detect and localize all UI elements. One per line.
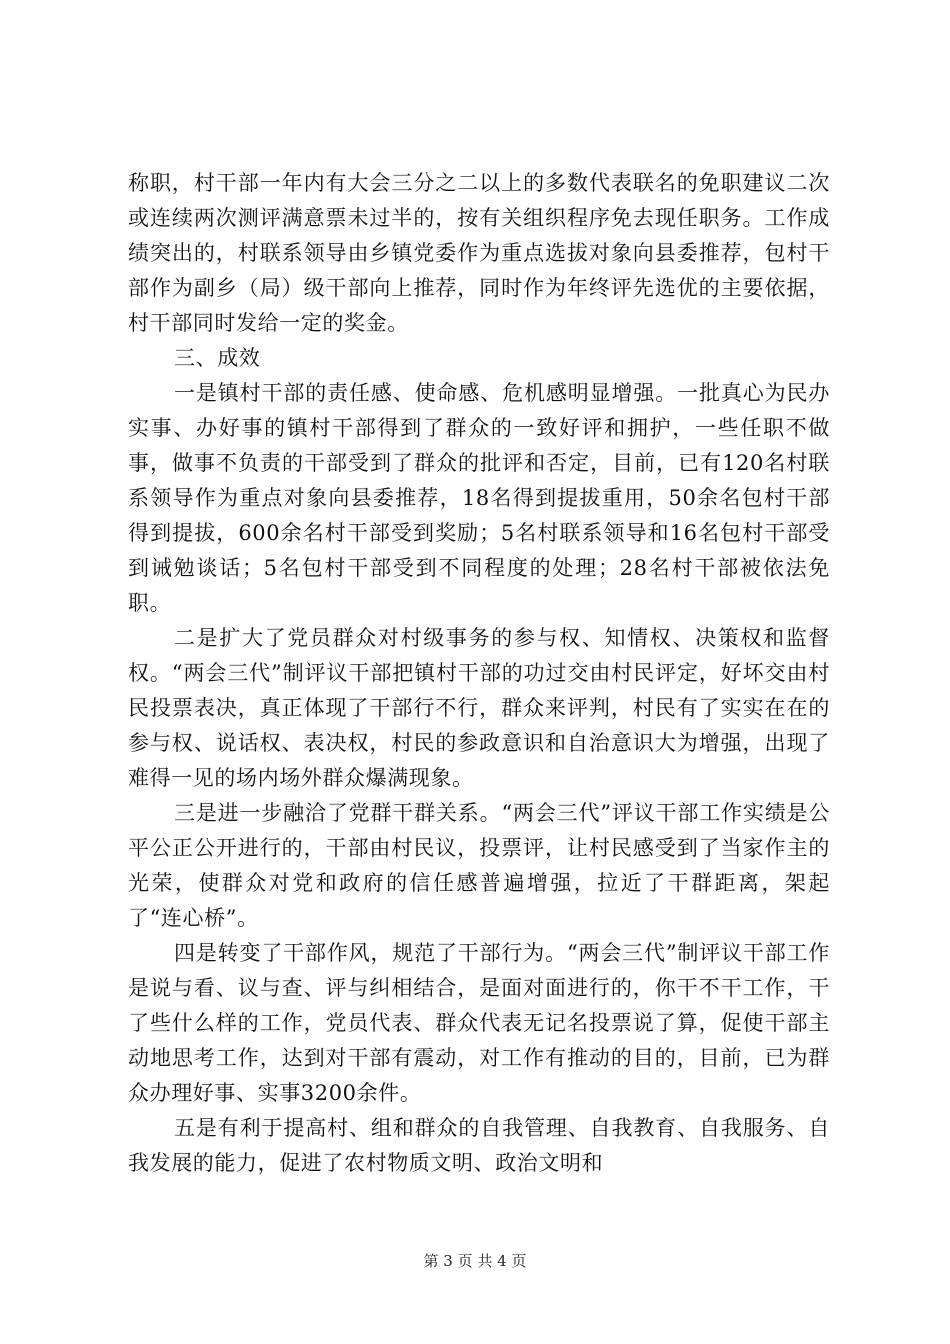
paragraph-result-5: 五是有利于提高村、组和群众的自我管理、自我教育、自我服务、自我发展的能力，促进了农村物质文明、政治文明和 [128,1116,830,1175]
paragraph-result-2: 二是扩大了党员群众对村级事务的参与权、知情权、决策权和监督权。“两会三代”制评议干部把镇村干部的功过交由村民评定，好坏交由村民投票表决，真正体现了干部行不行，群众来评判，村民有了实实在在的参与权、说话权、表决权，村民的参政意识和自治意识大为增强，出现了难得一见的场内场外群众爆满现象。 [128,626,830,790]
paragraph-result-3: 三是进一步融洽了党群干群关系。“两会三代”评议干部工作实绩是公平公正公开进行的，干部由村民议，投票评，让村民感受到了当家作主的光荣，使群众对党和政府的信任感普遍增强，拉近了干群距离，架起了“连心桥”。 [128,801,830,930]
section-heading-results: 三、成效 [174,346,261,370]
paragraph-result-4: 四是转变了干部作风，规范了干部行为。“两会三代”制评议干部工作是说与看、议与查、评与纠相结合，是面对面进行的，你干不干工作，干了些什么样的工作，党员代表、群众代表无记名投票说了算，促使干部主动地思考工作，达到对干部有震动，对工作有推动的目的，目前，已为群众办理好事、实事3200余件。 [128,941,830,1105]
page-number-footer: 第 3 页 共 4 页 [423,1252,527,1270]
paragraph-result-1: 一是镇村干部的责任感、使命感、危机感明显增强。一批真心为民办实事、办好事的镇村干部得到了群众的一致好评和拥护，一些任职不做事，做事不负责的干部受到了群众的批评和否定，目前，已有120名村联系领导作为重点对象向县委推荐，18名得到提拔重用，50余名包村干部得到提拔，600余名村干部受到奖励；5名村联系领导和16名包村干部受到诫勉谈话；5名包村干部受到不同程度的处理；28名村干部被依法免职。 [128,381,830,615]
paragraph-continuation: 称职，村干部一年内有大会三分之二以上的多数代表联名的免职建议二次或连续两次测评满意票未过半的，按有关组织程序免去现任职务。工作成绩突出的，村联系领导由乡镇党委作为重点选拔对象向县委推荐，包村干部作为副乡（局）级干部向上推荐，同时作为年终评先选优的主要依据，村干部同时发给一定的奖金。 [128,171,830,335]
document-body [128,166,830,1181]
